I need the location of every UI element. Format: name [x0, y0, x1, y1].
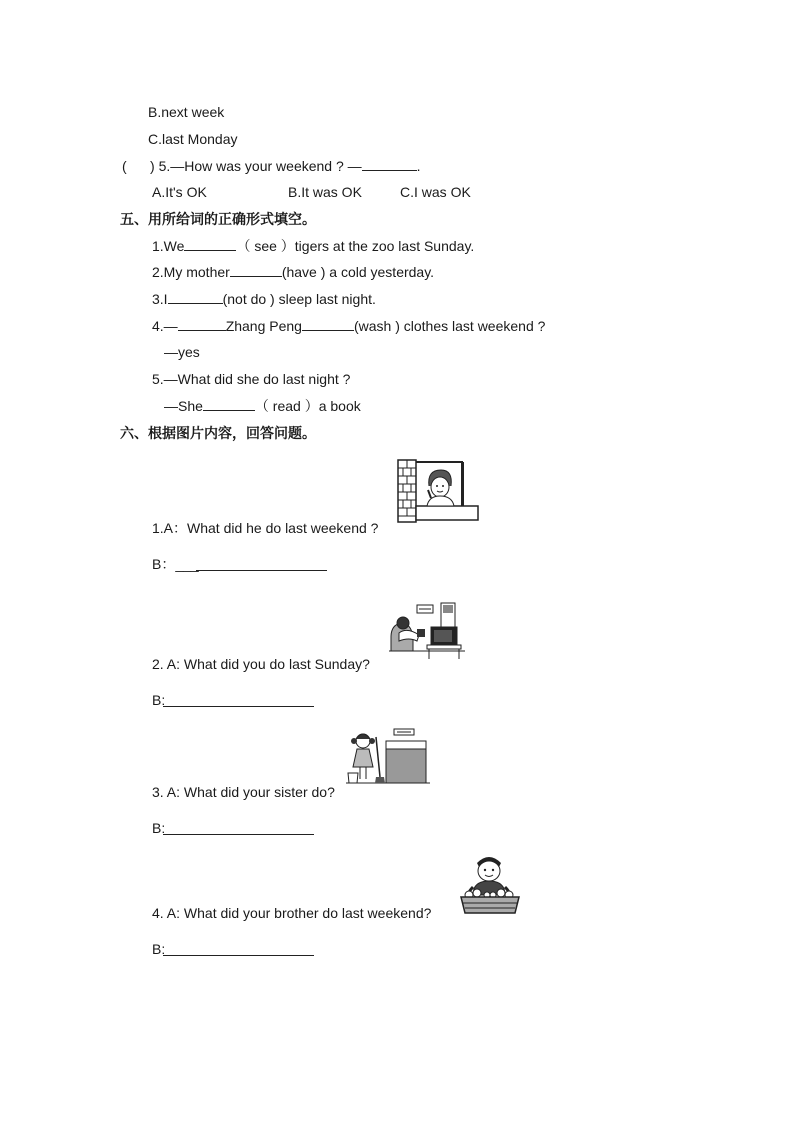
- fill-item-4-reply: —yes: [164, 344, 200, 360]
- answer-4-line[interactable]: [163, 955, 314, 956]
- boy-at-window-illustration: [397, 458, 479, 524]
- fill-item-5-reply: —She （ read ）a book: [164, 398, 361, 414]
- answer-blank[interactable]: [302, 317, 354, 331]
- question-5: ( ) 5.—How was your weekend ? — .: [122, 158, 421, 174]
- fill-item-1: 1.We （ see ）tigers at the zoo last Sunday.: [152, 238, 475, 254]
- answer-3-line[interactable]: [163, 834, 314, 835]
- answer-1-line[interactable]: [196, 570, 327, 571]
- fill-item-2: 2.My mother (have ) a cold yesterday.: [152, 264, 435, 280]
- question-1: 1.A：What did he do last weekend ?: [152, 520, 379, 536]
- answer-2-line[interactable]: [163, 706, 314, 707]
- answer-4-label: B:: [152, 941, 166, 957]
- option-c-last-monday: C.last Monday: [148, 131, 238, 147]
- answer-blank[interactable]: [168, 290, 223, 304]
- fill-item-3: 3.I (not do ) sleep last night.: [152, 291, 376, 307]
- q5-option-a: A.It's OK: [152, 184, 207, 200]
- answer-3-label: B:: [152, 820, 166, 836]
- q5-option-c: C.I was OK: [400, 184, 471, 200]
- answer-blank[interactable]: [362, 157, 417, 171]
- answer-blank[interactable]: [178, 317, 226, 331]
- person-watching-tv-illustration: [389, 599, 465, 663]
- question-3: 3. A: What did your sister do?: [152, 784, 335, 800]
- answer-1-label: B：___: [152, 556, 199, 572]
- question-2: 2. A: What did you do last Sunday?: [152, 656, 370, 672]
- girl-cleaning-room-illustration: [346, 727, 430, 789]
- fill-item-4: 4.— Zhang Peng (wash ) clothes last weekend ?: [152, 318, 546, 334]
- answer-paren: ( ): [122, 158, 155, 174]
- answer-blank[interactable]: [230, 263, 282, 277]
- section-6-heading: 六、根据图片内容，回答问题。: [120, 425, 316, 441]
- section-5-heading: 五、用所给词的正确形式填空。: [120, 211, 316, 227]
- fill-item-5-question: 5.—What did she do last night ?: [152, 371, 351, 387]
- option-b-next-week: B.next week: [148, 104, 225, 120]
- question-4: 4. A: What did your brother do last weekend?: [152, 905, 432, 921]
- q5-option-b: B.It was OK: [288, 184, 362, 200]
- answer-2-label: B:: [152, 692, 166, 708]
- answer-blank[interactable]: [203, 397, 255, 411]
- answer-1-prefix: ___: [175, 556, 199, 572]
- boy-washing-clothes-illustration: [457, 851, 523, 917]
- question-5-stem: 5.—How was your weekend ? —: [158, 158, 362, 174]
- answer-blank[interactable]: [184, 237, 236, 251]
